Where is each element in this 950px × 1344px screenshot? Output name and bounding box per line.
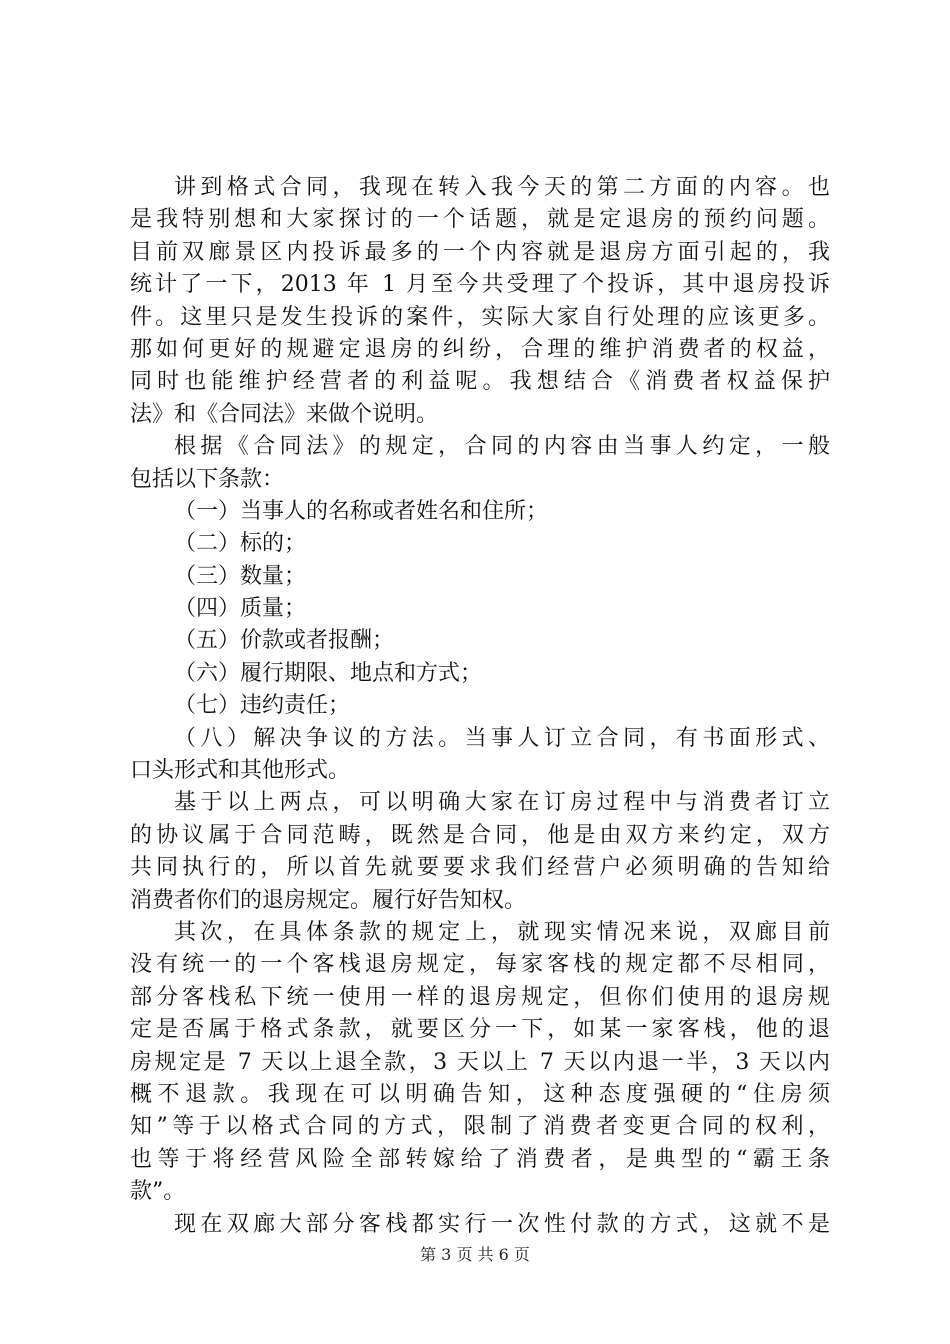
text-line: 房规定是 7 天以上退全款，3 天以上 7 天以内退一半，3 天以内: [130, 1049, 830, 1075]
list-item: （八）解决争议的方法。当事人订立合同，有书面形式、: [174, 725, 830, 751]
text-line: 统计了一下，2013 年 1 月至今共受理了个投诉，其中退房投诉: [130, 272, 830, 298]
text-line: 现在双廊大部分客栈都实行一次性付款的方式，这就不是: [174, 1211, 830, 1237]
text-line: 同时也能维护经营者的利益呢。我想结合《消费者权益保护: [130, 369, 830, 395]
text-line: 讲到格式合同，我现在转入我今天的第二方面的内容。也: [174, 175, 830, 200]
list-item: （五）价款或者报酬；: [174, 628, 395, 654]
text-line: 也等于将经营风险全部转嫁给了消费者，是典型的“霸王条: [130, 1146, 830, 1172]
text-line: 是我特别想和大家探讨的一个话题，就是定退房的预约问题。: [130, 207, 830, 233]
text-line: 共同执行的，所以首先就要要求我们经营户必须明确的告知给: [130, 855, 830, 881]
text-line: 其次，在具体条款的规定上，就现实情况来说，双廊目前: [174, 919, 830, 945]
list-item: （二）标的；: [174, 531, 307, 557]
text-line: 基于以上两点，可以明确大家在订房过程中与消费者订立: [174, 790, 830, 816]
text-line: 消费者你们的退房规定。履行好告知权。: [130, 887, 527, 913]
page-number-footer: 第 3 页 共 6 页: [420, 1245, 530, 1264]
document-body: [130, 172, 830, 1241]
list-item: （六）履行期限、地点和方式；: [174, 660, 483, 686]
text-line: 知”等于以格式合同的方式，限制了消费者变更合同的权利，: [130, 1114, 830, 1140]
text-line: 定是否属于格式条款，就要区分一下，如某一家客栈，他的退: [130, 1017, 830, 1043]
text-line: 法》和《合同法》来做个说明。: [130, 401, 439, 427]
text-line: 款”。: [130, 1179, 186, 1205]
list-item: （一）当事人的名称或者姓名和住所；: [174, 498, 549, 524]
text-line: 部分客栈私下统一使用一样的退房规定，但你们使用的退房规: [130, 984, 830, 1010]
list-item: （三）数量；: [174, 563, 307, 589]
text-line: 根据《合同法》的规定，合同的内容由当事人约定，一般: [174, 434, 830, 460]
text-line: 包括以下条款：: [130, 466, 285, 492]
text-line: 没有统一的一个客栈退房规定，每家客栈的规定都不尽相同，: [130, 952, 830, 978]
text-line: 件。这里只是发生投诉的案件，实际大家自行处理的应该更多。: [130, 304, 830, 330]
text-line: 口头形式和其他形式。: [130, 758, 351, 784]
text-line: 目前双廊景区内投诉最多的一个内容就是退房方面引起的，我: [130, 239, 830, 265]
text-line: 的协议属于合同范畴，既然是合同，他是由双方来约定，双方: [130, 822, 830, 848]
text-line: 那如何更好的规避定退房的纠纷，合理的维护消费者的权益，: [130, 336, 830, 362]
list-item: （四）质量；: [174, 596, 307, 622]
list-item: （七）违约责任；: [174, 693, 351, 719]
text-line: 概不退款。我现在可以明确告知，这种态度强硬的“住房须: [130, 1081, 830, 1107]
